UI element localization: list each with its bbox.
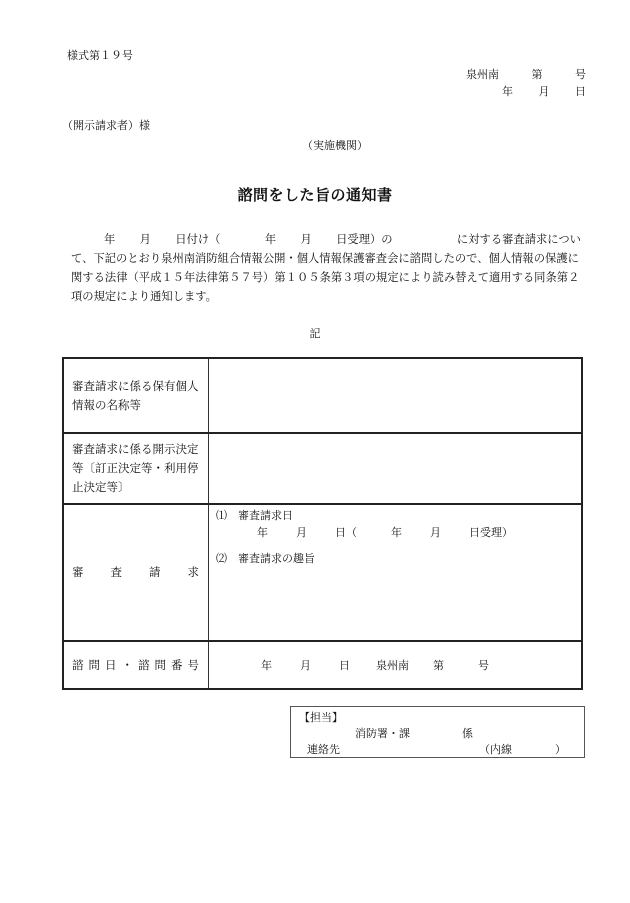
row-label-disclosure-decision: 審査請求に係る開示決定等〔訂正決定等・利用停止決定等〕 [63, 433, 209, 504]
date-year: 年 [502, 85, 513, 98]
review-recv-year: 年 [391, 526, 402, 539]
row-value-personal-info[interactable] [209, 358, 583, 433]
contact-heading: 【担当】 [299, 711, 343, 724]
review-year: 年 [257, 526, 268, 539]
reference-number [466, 66, 586, 82]
inquiry-dai: 第 [433, 659, 444, 672]
body-dated: 日付け（ [175, 233, 221, 246]
label-char: 査 [110, 565, 122, 579]
label-char: 番 [171, 657, 183, 672]
table-row [63, 358, 582, 433]
contact-box [290, 706, 585, 758]
inquiry-month: 月 [300, 659, 311, 672]
table-row [63, 433, 582, 504]
label-char: 号 [187, 657, 199, 672]
row-value-review-request[interactable] [209, 504, 583, 641]
body-month: 月 [139, 233, 151, 246]
inquiry-go: 号 [478, 659, 489, 672]
agency: （実施機関） [302, 139, 368, 152]
body-paragraph [71, 230, 581, 306]
label-char: ・ [121, 657, 133, 672]
body-rest: て、下記のとおり泉州南消防組合情報公開・個人情報保護審査会に諮問したので、個人情報の保護に関する法律（平成１５年法律第５７号）第１０５条第３項の規定により読み替えて適用する同条第２項の規定により通知します。 [71, 252, 580, 303]
body-request: に対する審査請求につい [456, 233, 581, 246]
label-char: 諮 [72, 657, 84, 672]
contact-department: 消防署・課 [355, 727, 410, 740]
contact-extension: （内線 [479, 743, 512, 756]
contact-extension-close: ） [555, 743, 566, 756]
body-received: 日受理）の [336, 233, 393, 246]
addressee: （開示請求者）様 [62, 119, 150, 132]
note-heading: 記 [309, 327, 321, 340]
table-row [63, 641, 582, 689]
body-recv-year: 年 [264, 233, 277, 246]
row-label-review-request [63, 504, 209, 641]
label-char: 求 [187, 565, 199, 579]
inquiry-prefix: 泉州南 [376, 659, 409, 672]
reference-dai: 第 [531, 68, 543, 81]
document-title: 諮問をした旨の通知書 [237, 186, 393, 204]
review-purpose-heading: ⑵ 審査請求の趣旨 [216, 552, 315, 565]
body-recv-month: 月 [300, 233, 312, 246]
contact-label: 連絡先 [307, 743, 340, 756]
label-char: 請 [149, 565, 161, 579]
label-char: 日 [105, 657, 117, 672]
body-first-line [71, 230, 581, 249]
date-day: 日 [575, 85, 586, 98]
review-month: 月 [296, 526, 307, 539]
label-char: 問 [154, 657, 166, 672]
form-number: 様式第１９号 [67, 49, 133, 62]
label-char: 審 [72, 565, 84, 579]
inquiry-year: 年 [261, 659, 272, 672]
contact-section: 係 [462, 727, 473, 740]
table-row [63, 504, 582, 641]
review-recv-month: 月 [430, 526, 441, 539]
issue-date [502, 83, 586, 99]
row-value-inquiry-date-number[interactable] [209, 641, 583, 689]
reference-go: 号 [575, 68, 586, 81]
date-month: 月 [538, 85, 550, 98]
row-label-personal-info: 審査請求に係る保有個人情報の名称等 [63, 358, 209, 433]
label-char: 問 [88, 657, 100, 672]
label-char: 諮 [138, 657, 150, 672]
review-date-fields [257, 524, 513, 540]
body-year: 年 [104, 233, 116, 246]
review-date-heading: ⑴ 審査請求日 [216, 509, 293, 522]
reference-prefix: 泉州南 [466, 68, 499, 81]
inquiry-day: 日 [339, 659, 350, 672]
row-value-disclosure-decision[interactable] [209, 433, 583, 504]
review-day: 日（ [335, 526, 357, 539]
details-table [62, 357, 583, 690]
row-label-inquiry-date-number [63, 641, 209, 689]
review-received: 日受理） [469, 526, 513, 539]
